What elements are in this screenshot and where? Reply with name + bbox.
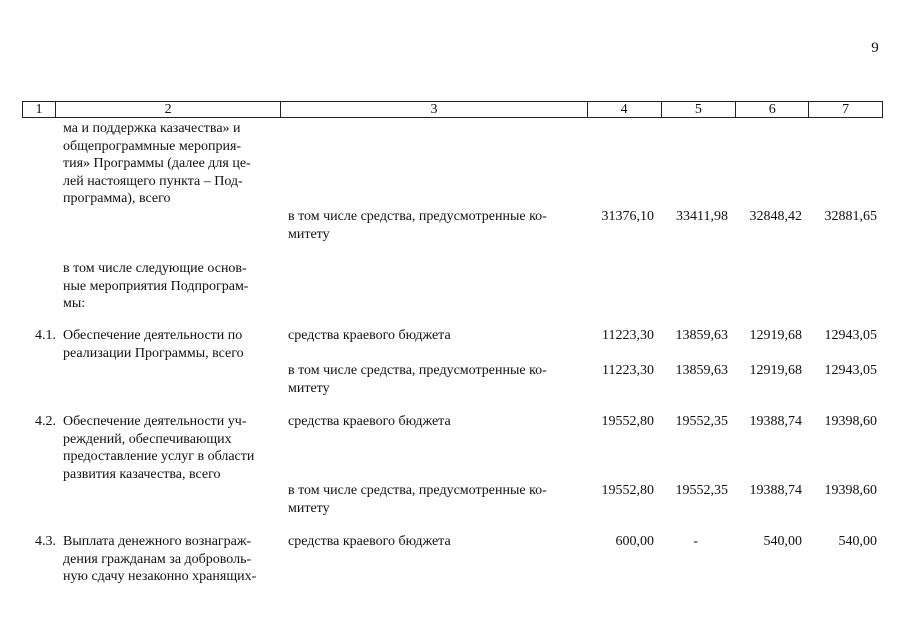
row-value-col6: 19388,74 [749,414,802,429]
source-line: митету [288,380,330,396]
row-source-committee [288,482,582,517]
source-line: в том числе средства, предусмотренные ко- [288,209,547,224]
subheading-line: ные мероприятия Подпрограм- [63,278,249,294]
row-name-line: реждений, обеспечивающих [63,431,232,447]
row-number: 4.2. [35,414,56,429]
source-line: в том числе средства, предусмотренные ко- [288,483,547,498]
row-name-line: развития казачества, всего [63,466,221,482]
header-col-5: 5 [662,102,737,117]
intro-name-line: ма и поддержка казачества» и [63,121,241,136]
intro-name-line: общепрограммные мероприя- [63,138,242,154]
row-name-line: Обеспечение деятельности по [63,328,243,343]
row-name [63,533,276,586]
source-line: митету [288,226,330,242]
row-value-col4: 19552,80 [601,483,654,498]
row-name-line: дения гражданам за доброволь- [63,551,252,567]
row-name [63,413,276,483]
intro-source [288,208,582,243]
row-value-col7: 540,00 [838,534,877,549]
row-name-line: предоставление услуг в области [63,449,255,464]
intro-name-line: программа), всего [63,191,171,206]
row-name [63,327,276,362]
row-value-col4: 11223,30 [602,363,654,378]
row-name-line: Выплата денежного вознаграж- [63,534,252,549]
intro-name-line: тия» Программы (далее для це- [63,156,251,171]
page-number: 9 [871,40,879,56]
row-value-col5: - [693,534,698,549]
row-value-col6: 19388,74 [749,483,802,498]
row-value-col4: 11223,30 [602,328,654,343]
row-value-col5: 19552,35 [675,414,728,429]
row-source-committee [288,362,582,397]
subheading-line: мы: [63,296,86,311]
row-value-col4: 600,00 [615,534,654,549]
intro-value-col7: 32881,65 [824,209,877,224]
header-col-6: 6 [736,102,809,117]
row-number: 4.3. [35,534,56,549]
row-source: средства краевого бюджета [288,534,451,549]
intro-name-line: лей настоящего пункта – Под- [63,173,243,189]
intro-value-col5: 33411,98 [676,209,728,224]
row-value-col6: 540,00 [763,534,802,549]
table-header-row [22,101,883,118]
intro-name [63,120,276,208]
row-value-col6: 12919,68 [749,328,802,343]
header-col-7: 7 [842,102,850,117]
row-name-line: ную сдачу незаконно хранящих- [63,569,257,584]
row-value-col4: 19552,80 [601,414,654,429]
row-name-line: реализации Программы, всего [63,345,244,361]
source-line: в том числе средства, предусмотренные ко- [288,363,547,378]
row-source: средства краевого бюджета [288,328,451,343]
row-value-col7: 12943,05 [824,328,877,343]
header-col-4: 4 [588,102,662,117]
header-col-3: 3 [281,102,587,117]
row-name-line: Обеспечение деятельности уч- [63,414,247,429]
subheading [63,260,276,313]
source-line: митету [288,500,330,516]
subheading-line: в том числе следующие основ- [63,261,247,276]
row-value-col7: 19398,60 [824,483,877,498]
row-value-col7: 19398,60 [824,414,877,429]
row-value-col5: 13859,63 [675,363,728,378]
intro-value-col6: 32848,42 [749,209,802,224]
row-value-col5: 13859,63 [675,328,728,343]
intro-value-col4: 31376,10 [601,209,654,224]
row-source: средства краевого бюджета [288,414,451,429]
row-value-col7: 12943,05 [824,363,877,378]
row-value-col5: 19552,35 [675,483,728,498]
header-col-1: 1 [23,102,56,117]
row-value-col6: 12919,68 [749,363,802,378]
row-number: 4.1. [35,328,56,343]
header-col-2: 2 [56,102,281,117]
